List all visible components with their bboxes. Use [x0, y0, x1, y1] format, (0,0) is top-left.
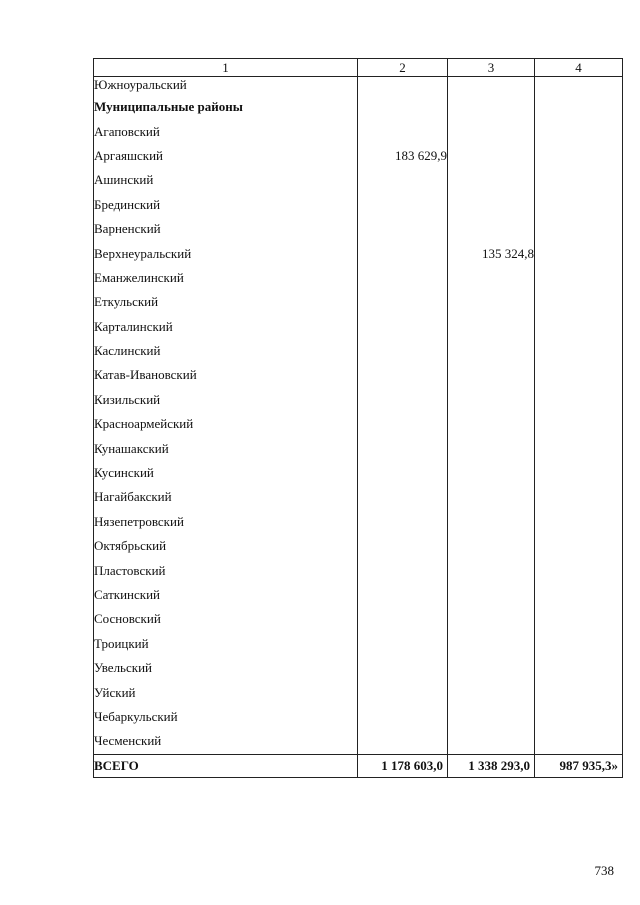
value-col-2	[358, 583, 448, 607]
value-col-2	[358, 705, 448, 729]
value-col-4	[535, 217, 623, 241]
value-col-4	[535, 388, 623, 412]
value-col-3	[448, 290, 535, 314]
value-col-2	[358, 680, 448, 704]
total-col-4: 987 935,3»	[535, 754, 623, 777]
district-name: Чесменский	[94, 729, 358, 754]
value-col-4	[535, 266, 623, 290]
value-col-2	[358, 729, 448, 754]
value-col-4	[535, 241, 623, 265]
total-col-2: 1 178 603,0	[358, 754, 448, 777]
table-row	[94, 436, 623, 460]
value-col-2	[358, 217, 448, 241]
table-row	[94, 144, 623, 168]
district-name: Кусинский	[94, 461, 358, 485]
value-col-4	[535, 315, 623, 339]
table-row	[94, 363, 623, 387]
district-name: Октябрьский	[94, 534, 358, 558]
value-col-4	[535, 436, 623, 460]
value-col-3	[448, 412, 535, 436]
value-col-4	[535, 583, 623, 607]
value-col-3	[448, 168, 535, 192]
value-col-4	[535, 339, 623, 363]
district-name: Увельский	[94, 656, 358, 680]
district-name: Карталинский	[94, 315, 358, 339]
value-col-3	[448, 315, 535, 339]
value-col-3	[448, 217, 535, 241]
value-col-2	[358, 485, 448, 509]
table-row	[94, 266, 623, 290]
value-col-4	[535, 412, 623, 436]
value-col-2	[358, 534, 448, 558]
value-col-2	[358, 168, 448, 192]
table-row	[94, 461, 623, 485]
district-name: Аргаяшский	[94, 144, 358, 168]
district-name: Брединский	[94, 193, 358, 217]
table-row	[94, 193, 623, 217]
district-name: Кизильский	[94, 388, 358, 412]
value-col-3	[448, 510, 535, 534]
value-col-3	[448, 583, 535, 607]
district-name: Красноармейский	[94, 412, 358, 436]
table-row	[94, 729, 623, 754]
value-col-2	[358, 193, 448, 217]
district-name: Ашинский	[94, 168, 358, 192]
value-col-2	[358, 339, 448, 363]
value-col-2	[358, 241, 448, 265]
value-col-2	[358, 461, 448, 485]
header-row	[94, 59, 623, 77]
value-col-3	[448, 705, 535, 729]
header-col-1: 1	[94, 59, 358, 77]
district-name: Южноуральский	[94, 77, 358, 96]
table-row	[94, 168, 623, 192]
value-col-4	[535, 95, 623, 119]
value-col-2	[358, 632, 448, 656]
value-col-2	[358, 266, 448, 290]
value-col-4	[535, 363, 623, 387]
table-row	[94, 680, 623, 704]
table-row	[94, 388, 623, 412]
district-name: Верхнеуральский	[94, 241, 358, 265]
table-row	[94, 412, 623, 436]
value-col-2	[358, 607, 448, 631]
value-col-2	[358, 315, 448, 339]
value-col-4	[535, 77, 623, 96]
district-name: Кунашакский	[94, 436, 358, 460]
value-col-2	[358, 656, 448, 680]
total-col-3: 1 338 293,0	[448, 754, 535, 777]
table-row	[94, 119, 623, 143]
value-col-3	[448, 656, 535, 680]
value-col-4	[535, 558, 623, 582]
value-col-3	[448, 534, 535, 558]
table-row	[94, 510, 623, 534]
value-col-4	[535, 607, 623, 631]
value-col-4	[535, 461, 623, 485]
value-col-2	[358, 119, 448, 143]
value-col-2	[358, 412, 448, 436]
district-name: Сосновский	[94, 607, 358, 631]
total-label: ВСЕГО	[94, 754, 358, 777]
value-col-3	[448, 193, 535, 217]
district-name: Троицкий	[94, 632, 358, 656]
value-col-4	[535, 485, 623, 509]
value-col-4	[535, 510, 623, 534]
value-col-3	[448, 485, 535, 509]
value-col-4	[535, 193, 623, 217]
header-col-2: 2	[358, 59, 448, 77]
value-col-4	[535, 168, 623, 192]
value-col-3	[448, 558, 535, 582]
table-row	[94, 558, 623, 582]
district-name: Пластовский	[94, 558, 358, 582]
header-col-4: 4	[535, 59, 623, 77]
table-row	[94, 77, 623, 96]
district-name: Уйский	[94, 680, 358, 704]
district-name: Катав-Ивановский	[94, 363, 358, 387]
value-col-3	[448, 461, 535, 485]
value-col-2: 183 629,9	[358, 144, 448, 168]
value-col-3	[448, 266, 535, 290]
district-name: Нязепетровский	[94, 510, 358, 534]
table-row	[94, 632, 623, 656]
district-name: Чебаркульский	[94, 705, 358, 729]
table-row	[94, 534, 623, 558]
table-row	[94, 217, 623, 241]
value-col-3: 135 324,8	[448, 241, 535, 265]
table-row	[94, 705, 623, 729]
value-col-3	[448, 144, 535, 168]
total-row	[94, 754, 623, 777]
value-col-2	[358, 388, 448, 412]
header-col-3: 3	[448, 59, 535, 77]
value-col-2	[358, 510, 448, 534]
value-col-4	[535, 729, 623, 754]
table-row	[94, 241, 623, 265]
value-col-2	[358, 95, 448, 119]
table-row	[94, 583, 623, 607]
table-header	[94, 59, 623, 77]
table-row	[94, 656, 623, 680]
value-col-3	[448, 607, 535, 631]
value-col-4	[535, 656, 623, 680]
value-col-4	[535, 290, 623, 314]
value-col-2	[358, 436, 448, 460]
value-col-4	[535, 534, 623, 558]
value-col-2	[358, 558, 448, 582]
value-col-4	[535, 705, 623, 729]
district-name: Каслинский	[94, 339, 358, 363]
value-col-3	[448, 339, 535, 363]
page-number: 738	[594, 863, 614, 878]
table-row	[94, 290, 623, 314]
district-name: Саткинский	[94, 583, 358, 607]
table-body	[94, 77, 623, 755]
budget-table	[93, 58, 623, 778]
table-row	[94, 607, 623, 631]
value-col-2	[358, 363, 448, 387]
table-row	[94, 315, 623, 339]
value-col-2	[358, 290, 448, 314]
value-col-3	[448, 77, 535, 96]
value-col-3	[448, 388, 535, 412]
table-row	[94, 485, 623, 509]
district-name: Агаповский	[94, 119, 358, 143]
district-name: Еманжелинский	[94, 266, 358, 290]
value-col-3	[448, 680, 535, 704]
district-name: Варненский	[94, 217, 358, 241]
table-row	[94, 95, 623, 119]
value-col-4	[535, 632, 623, 656]
table-row	[94, 339, 623, 363]
value-col-4	[535, 144, 623, 168]
value-col-4	[535, 119, 623, 143]
district-name: Еткульский	[94, 290, 358, 314]
value-col-3	[448, 119, 535, 143]
value-col-3	[448, 729, 535, 754]
value-col-3	[448, 436, 535, 460]
table-footer	[94, 754, 623, 777]
value-col-3	[448, 95, 535, 119]
value-col-3	[448, 632, 535, 656]
district-name: Нагайбакский	[94, 485, 358, 509]
value-col-2	[358, 77, 448, 96]
district-name: Муниципальные районы	[94, 95, 358, 119]
value-col-3	[448, 363, 535, 387]
value-col-4	[535, 680, 623, 704]
